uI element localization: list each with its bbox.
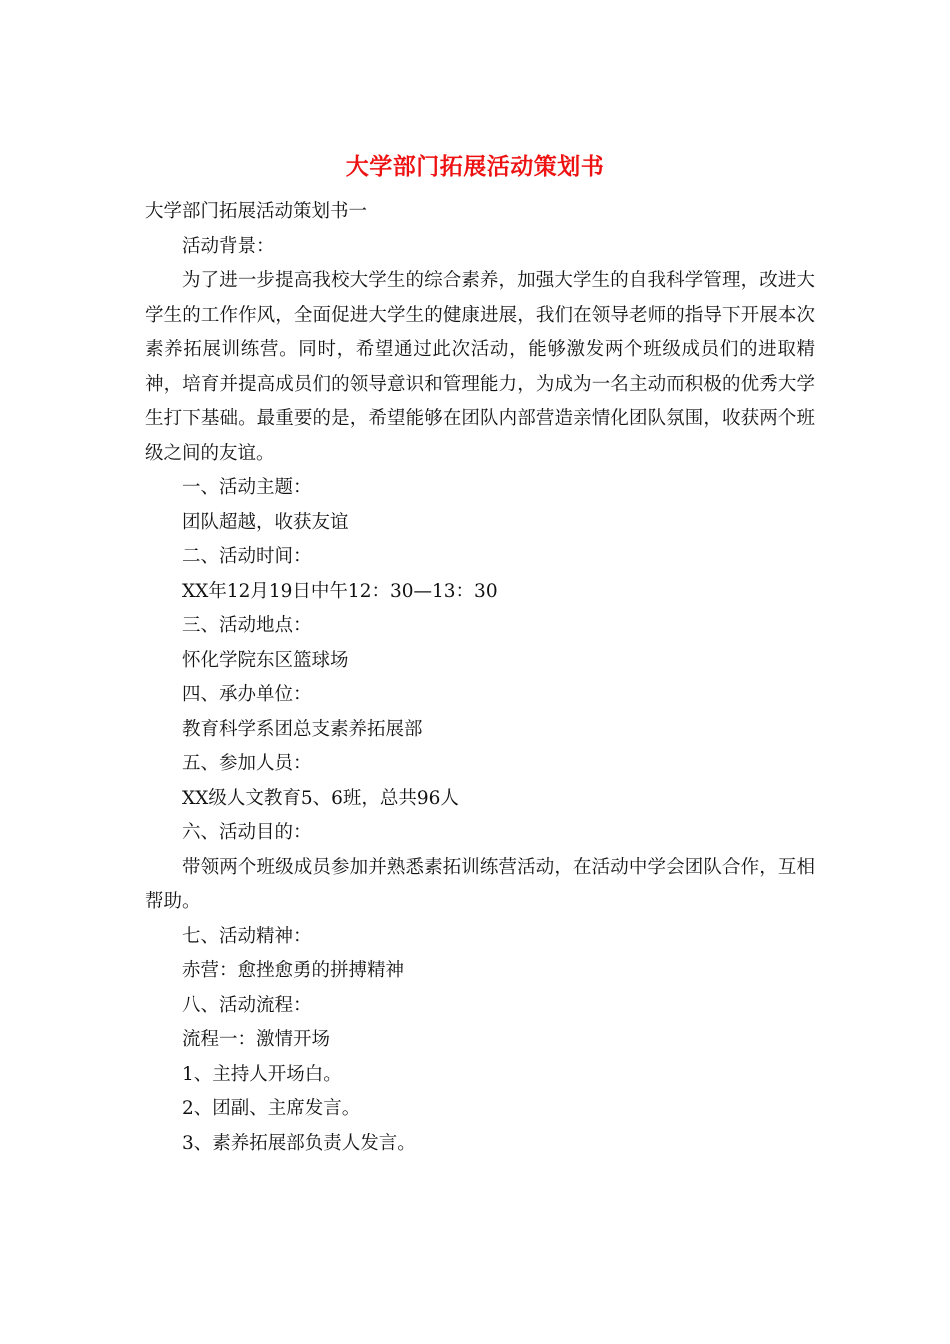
heading-participants: 五、参加人员：	[182, 753, 312, 774]
text-organizer: 教育科学系团总支素养拓展部	[182, 718, 423, 740]
text-participants: XX级人文教育5、6班，总共96人	[182, 787, 459, 809]
text-time: XX年12月19日中午12：30—13：30	[182, 580, 498, 602]
list-item-2: 2、团副、主席发言。	[182, 1098, 361, 1119]
heading-time: 二、活动时间：	[182, 546, 312, 567]
text-spirit: 赤营：愈挫愈勇的拼搏精神	[182, 960, 405, 981]
text-theme: 团队超越，收获友谊	[182, 511, 349, 533]
heading-process: 八、活动流程：	[182, 994, 312, 1016]
heading-spirit: 七、活动精神：	[182, 925, 312, 947]
heading-purpose: 六、活动目的：	[182, 822, 312, 843]
paragraph-background: 为了进一步提高我校大学生的综合素养，加强大学生的自我科学管理，改进大学生的工作作风，全面促进大学生的健康进展，我们在领导老师的指导下开展本次素养拓展训练营。同时，希望通过此次活动，能够激发两个班级成员们的进取精神，培育并提高成员们的领导意识和管理能力，为成为一名主动而积极的优秀大学生打下基础。最重要的是，希望能够在团队内部营造亲情化团队氛围，收获两个班级之间的友谊。	[145, 270, 815, 464]
heading-theme: 一、活动主题：	[182, 477, 312, 498]
text-location: 怀化学院东区篮球场	[182, 649, 349, 671]
text-process-step-one: 流程一：激情开场	[182, 1029, 331, 1050]
heading-organizer: 四、承办单位：	[182, 684, 312, 705]
paragraph-purpose: 带领两个班级成员参加并熟悉素拓训练营活动，在活动中学会团队合作，互相帮助。	[145, 856, 815, 912]
heading-background: 活动背景：	[182, 235, 275, 257]
document-subtitle: 大学部门拓展活动策划书一	[145, 201, 368, 222]
list-item-3: 3、素养拓展部负责人发言。	[182, 1132, 416, 1154]
document-body	[145, 195, 815, 1161]
heading-location: 三、活动地点：	[182, 615, 312, 636]
list-item-1: 1、主持人开场白。	[182, 1063, 342, 1085]
document-title: 大学部门拓展活动策划书	[345, 153, 605, 180]
